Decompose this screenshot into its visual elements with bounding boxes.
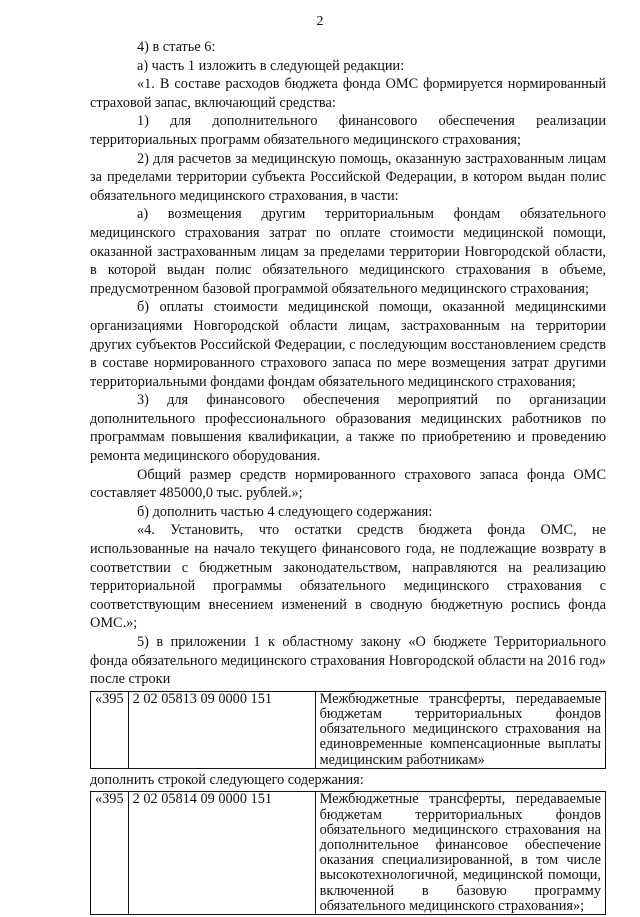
amendment-paragraphs: [90, 38, 606, 689]
budget-code-cell: 2 02 05814 09 0000 151: [128, 792, 315, 915]
existing-row-table: [90, 691, 606, 769]
paragraph: «1. В составе расходов бюджета фонда ОМС формируется нормированный страховой запас, включающий средства:: [90, 76, 606, 111]
paragraph: 5) в приложении 1 к областному закону «О бюджете Территориального фонда обязательного медицинского страхования Новгородской области на 2016 год» после строки: [90, 634, 606, 688]
new-row-table: [90, 791, 606, 915]
paragraph: а) возмещения другим территориальным фондам обязательного медицинского страхования затрат по оплате стоимости медицинской помощи, оказанной застрахованным лицам за пределами территории Новгородской области, в которой выдан полис обязательного медицинского страхования в объеме, предусмотренном базовой программой обязательного медицинского страхования;: [90, 206, 606, 297]
admin-code-cell: «395: [91, 792, 129, 915]
paragraph: б) дополнить частью 4 следующего содержания:: [137, 503, 433, 520]
paragraph: а) часть 1 изложить в следующей редакции:: [137, 57, 405, 74]
paragraph: 2) для расчетов за медицинскую помощь, оказанную застрахованным лицам за пределами территории субъекта Российской Федерации, в котором выдан полис обязательного медицинского страхования, в части:: [90, 150, 606, 204]
page-number: 2: [316, 14, 324, 29]
paragraph: «4. Установить, что остатки средств бюджета фонда ОМС, не использованные на начало текущего финансового года, не подлежащие возврату в соответствии с бюджетным законодательством, направляются на реализацию территориальной программы обязательного медицинского страхования с соответствующим внесением изменений в сводную бюджетную роспись фонда ОМС.»;: [90, 522, 606, 632]
admin-code-cell: «395: [91, 691, 129, 768]
insert-instruction: дополнить строкой следующего содержания:: [90, 771, 364, 788]
paragraph: Общий размер средств нормированного страхового запаса фонда ОМС составляет 485000,0 тыс. рублей.»;: [90, 466, 606, 502]
budget-code-cell: 2 02 05813 09 0000 151: [128, 691, 315, 768]
paragraph: 4) в статье 6:: [137, 39, 216, 55]
paragraph: 1) для дополнительного финансового обеспечения реализации территориальных программ обязательного медицинского страхования;: [90, 113, 606, 148]
paragraph: 3) для финансового обеспечения мероприятий по организации дополнительного профессионального образования медицинских работников по программам повышения квалификации, а также по приобретению и проведению ремонта медицинского оборудования.: [90, 392, 606, 465]
description-cell: Межбюджетные трансферты, передаваемые бюджетам территориальных фондов обязательного медицинского страхования на дополнительное финансовое обеспечение оказания специализированной, в том числе высокотехнологичной, медицинской помощи, включенной в базовую программу обязательного медицинского страхования»;: [315, 792, 605, 915]
table-row: [91, 691, 606, 768]
paragraph: б) оплаты стоимости медицинской помощи, оказанной медицинскими организациями Новгородской области лицам, застрахованным на территории других субъектов Российской Федерации, с последующим восстановлением средств в составе нормированного страхового запаса по мере возмещения затрат другими территориальными фондами фондам обязательного медицинского страхования;: [90, 299, 606, 390]
document-body: [90, 38, 606, 917]
table-row: [91, 792, 606, 915]
description-cell: Межбюджетные трансферты, передаваемые бюджетам территориальных фондов обязательного медицинского страхования на единовременные компенсационные выплаты медицинским работникам»: [315, 691, 605, 768]
